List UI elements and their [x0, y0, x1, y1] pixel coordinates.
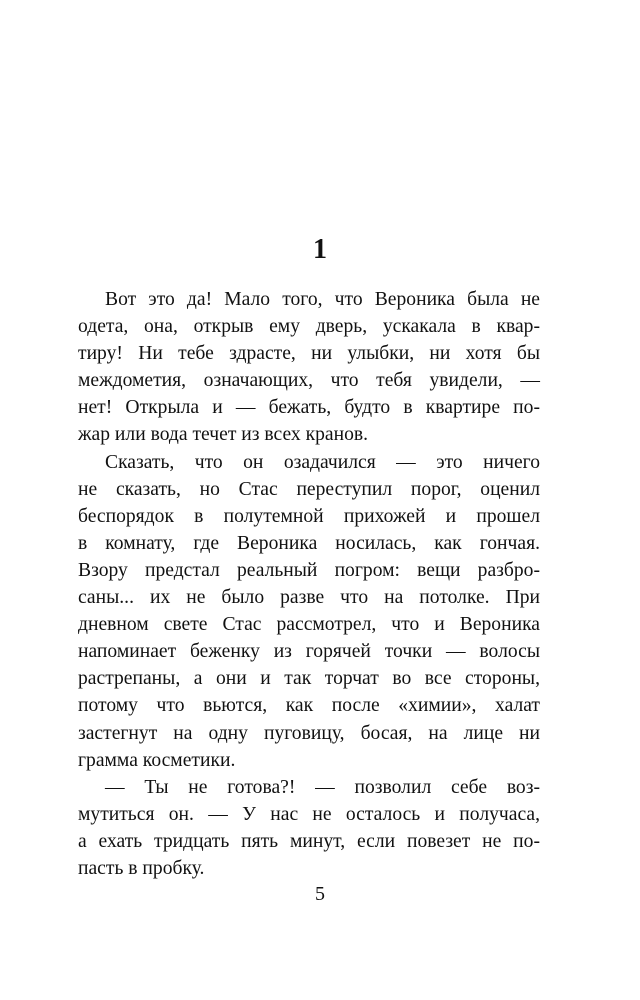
text-line: Вот это да! Мало того, что Вероника была не [105, 289, 540, 310]
text-line: грамма косметики. [78, 749, 236, 771]
text-line: саны... их не было разве что на потолке. При [78, 587, 540, 609]
text-line: нет! Открыла и — бежать, будто в квартире по- [78, 397, 540, 419]
text-line: тиру! Ни тебе здрасте, ни улыбки, ни хотя бы [78, 343, 540, 365]
text-line: междометия, означающих, что тебя увидели, — [78, 370, 540, 392]
page-number: 5 [315, 883, 325, 905]
text-line: растрепаны, а они и так торчат во все стороны, [78, 668, 540, 690]
text-line: жар или вода течет из всех кранов. [78, 424, 369, 446]
text-line: дневном свете Стас рассмотрел, что и Вероника [78, 614, 540, 636]
text-line: в комнату, где Вероника носилась, как гончая. [78, 532, 540, 554]
text-line: одета, она, открыв ему дверь, ускакала в квар- [78, 316, 540, 338]
text-line: Взору предстал реальный погром: вещи разбро- [78, 559, 540, 581]
text-line: а ехать тридцать пять минут, если повезет не по- [78, 830, 540, 852]
text-line: напоминает беженку из горячей точки — волосы [78, 641, 540, 663]
body-text [78, 286, 540, 882]
chapter-number: 1 [313, 234, 327, 265]
text-line: Сказать, что он озадачился — это ничего [105, 451, 540, 473]
text-line: мутиться он. — У нас не осталось и получаса, [78, 803, 540, 825]
text-line: — Ты не готова?! — позволил себе воз- [105, 776, 540, 798]
text-line: пасть в пробку. [78, 857, 205, 879]
text-line: потому что вьются, как после «химии», халат [78, 695, 540, 717]
text-line: беспорядок в полутемной прихожей и прошел [78, 505, 540, 527]
text-line: не сказать, но Стас переступил порог, оценил [78, 478, 540, 500]
text-line: застегнут на одну пуговицу, босая, на лице ни [78, 722, 540, 744]
